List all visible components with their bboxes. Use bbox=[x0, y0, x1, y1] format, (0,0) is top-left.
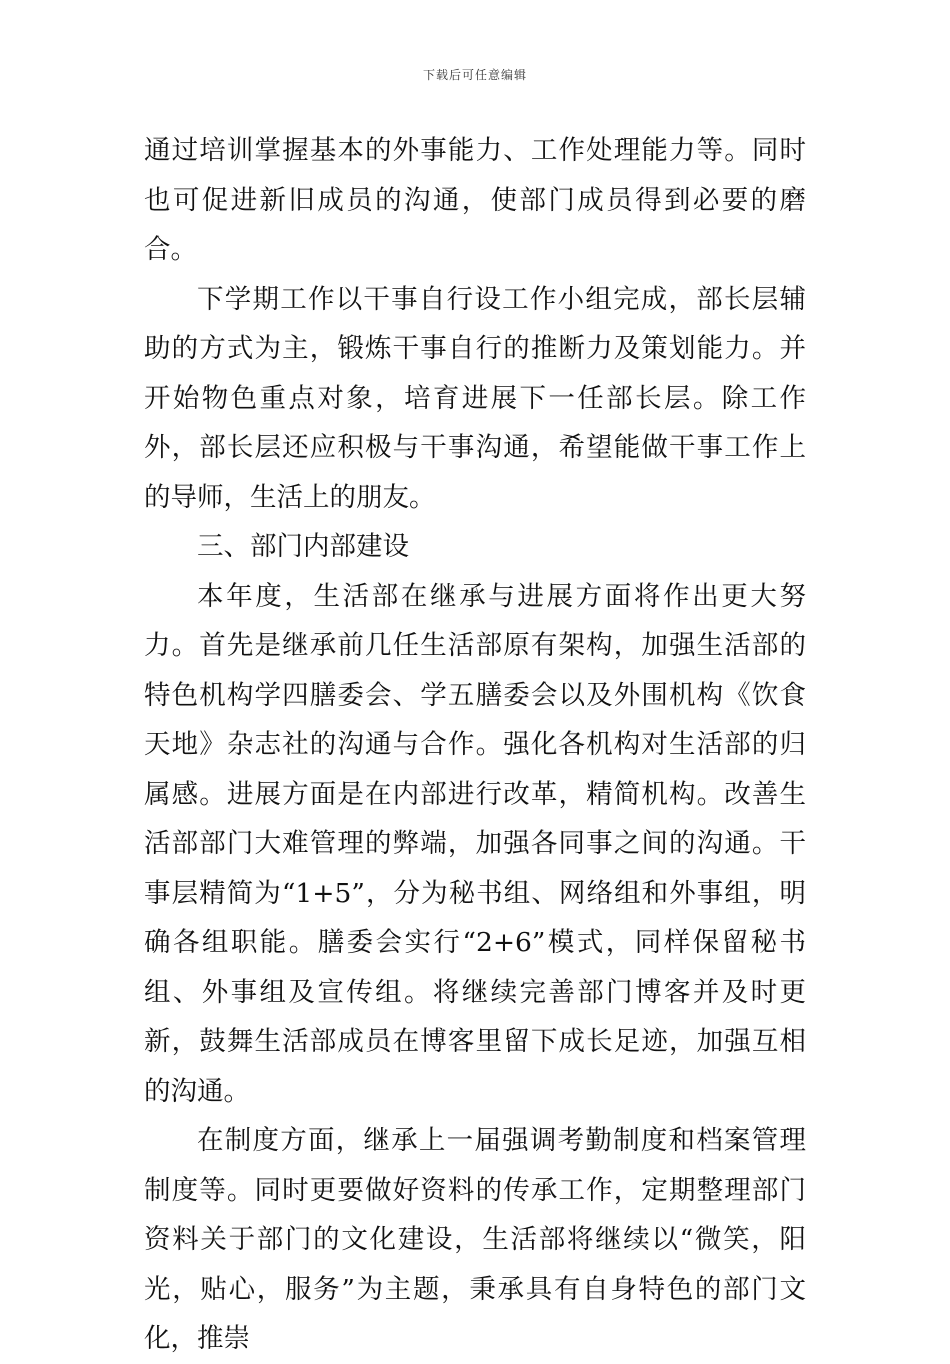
paragraph-continuation: 通过培训掌握基本的外事能力、工作处理能力等。同时也可促进新旧成员的沟通，使部门成员得到必要的磨合。 bbox=[144, 135, 806, 265]
paragraph-system-culture: 在制度方面，继承上一届强调考勤制度和档案管理制度等。同时更要做好资料的传承工作，定期整理部门资料关于部门的文化建设，生活部将继续以“微笑，阳光，贴心，服务”为主题，秉承具有自身特色的部门文化，推崇 bbox=[144, 1125, 806, 1354]
section-heading-internal-construction: 三、部门内部建设 bbox=[197, 531, 409, 562]
paragraph-inheritance-development: 本年度，生活部在继承与进展方面将作出更大努力。首先是继承前几任生活部原有架构，加强生活部的特色机构学四膳委会、学五膳委会以及外围机构《饮食天地》杂志社的沟通与合作。强化各机构对生活部的归属感。进展方面是在内部进行改革，精简机构。改善生活部部门大难管理的弊端，加强各同事之间的沟通。干事层精简为“1+5”，分为秘书组、网络组和外事组，明确各组职能。膳委会实行“2+6”模式，同样保留秘书组、外事组及宣传组。将继续完善部门博客并及时更新，鼓舞生活部成员在博客里留下成长足迹，加强互相的沟通。 bbox=[144, 580, 806, 1107]
page-header-note: 下载后可任意编辑 bbox=[422, 68, 527, 82]
paragraph-next-semester: 下学期工作以干事自行设工作小组完成，部长层辅助的方式为主，锻炼干事自行的推断力及策划能力。并开始物色重点对象，培育进展下一任部长层。除工作外，部长层还应积极与干事沟通，希望能做干事工作上的导师，生活上的朋友。 bbox=[144, 283, 806, 513]
document-body bbox=[144, 126, 806, 1364]
